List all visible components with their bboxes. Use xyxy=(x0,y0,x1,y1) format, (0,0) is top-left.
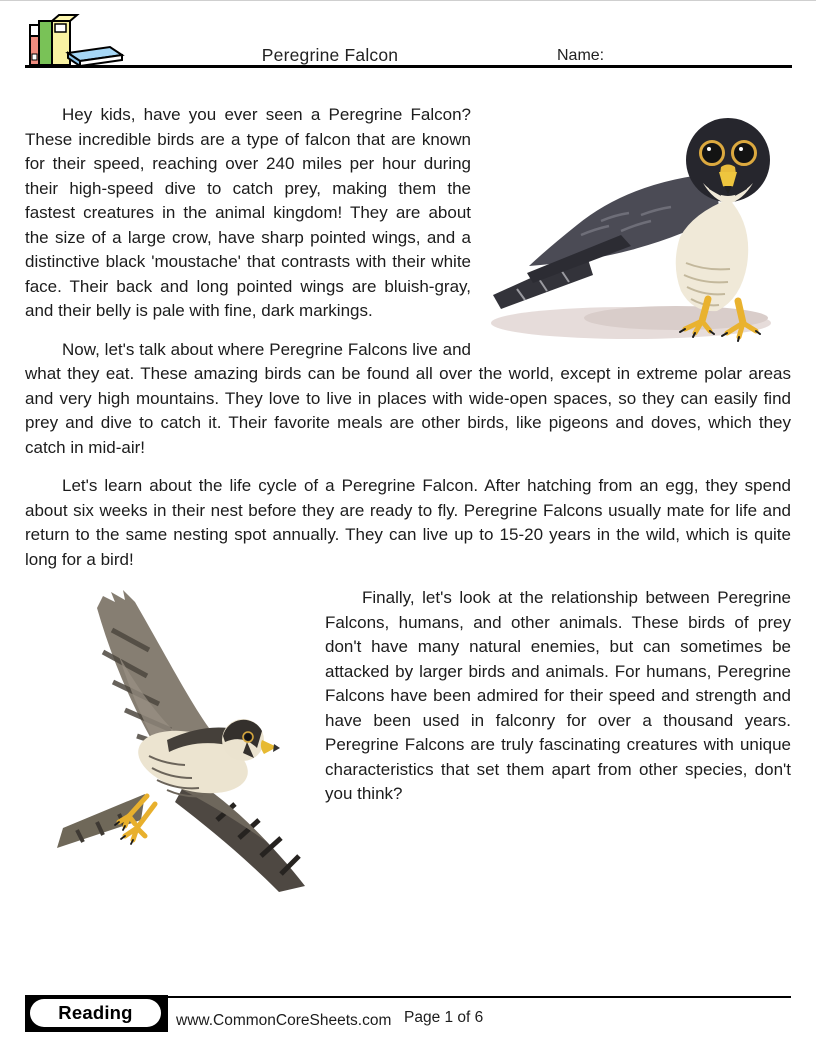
website-url: www.CommonCoreSheets.com xyxy=(176,1012,392,1029)
paragraph-1: Hey kids, have you ever seen a Peregrine Falcon? These incredible birds are a type of falcon that are known for their speed, reaching over 240 miles per hour during their high-speed dive to catch prey, making them the fastest creatures in the animal kingdom! They are about the size of a large crow, have sharp pointed wings, and a distinctive black 'moustache' that contrasts with their white face. Their back and long pointed wings are bluish-gray, and their belly is pale with fine, dark markings. xyxy=(25,105,471,320)
paragraph-2: Now, let's talk about where Peregrine Falcons live and what they eat. These amazing birds can be found all over the world, except in extreme polar areas and very high mountains. They love to live in places with wide-open spaces, so they can easily find prey and dive to catch it. Their favorite meals are other birds, like pigeons and doves, which they catch in mid-air! xyxy=(25,339,791,457)
page-title: Peregrine Falcon xyxy=(261,45,399,65)
header-divider xyxy=(25,65,792,68)
books-logo-icon xyxy=(24,13,128,71)
reading-passage xyxy=(25,97,791,900)
perched-falcon-image xyxy=(481,103,803,349)
flying-falcon-image xyxy=(17,590,309,896)
paragraph-3: Let's learn about the life cycle of a Peregrine Falcon. After hatching from an egg, they spend about six weeks in their nest before they are ready to fly. Peregrine Falcons usually mate for life and return to the same nesting spot annually. They can live up to 15-20 years in the wild, which is quite long for a bird! xyxy=(25,476,791,569)
category-badge-pill xyxy=(30,999,161,1027)
category-badge-label: Reading xyxy=(58,1002,133,1023)
paragraph-4: Finally, let's look at the relationship between Peregrine Falcons, humans, and other animals. These birds of prey don't have many natural enemies, but can sometimes be attacked by larger birds and animals. For humans, Peregrine Falcons have been admired for their speed and strength and have been used in falconry for over a thousand years. Peregrine Falcons are truly fascinating creatures with unique characteristics that set them apart from other species, don't you think? xyxy=(325,588,791,803)
page-number: Page 1 of 6 xyxy=(404,1009,484,1026)
name-label: Name: xyxy=(557,47,605,64)
category-badge xyxy=(25,995,168,1032)
